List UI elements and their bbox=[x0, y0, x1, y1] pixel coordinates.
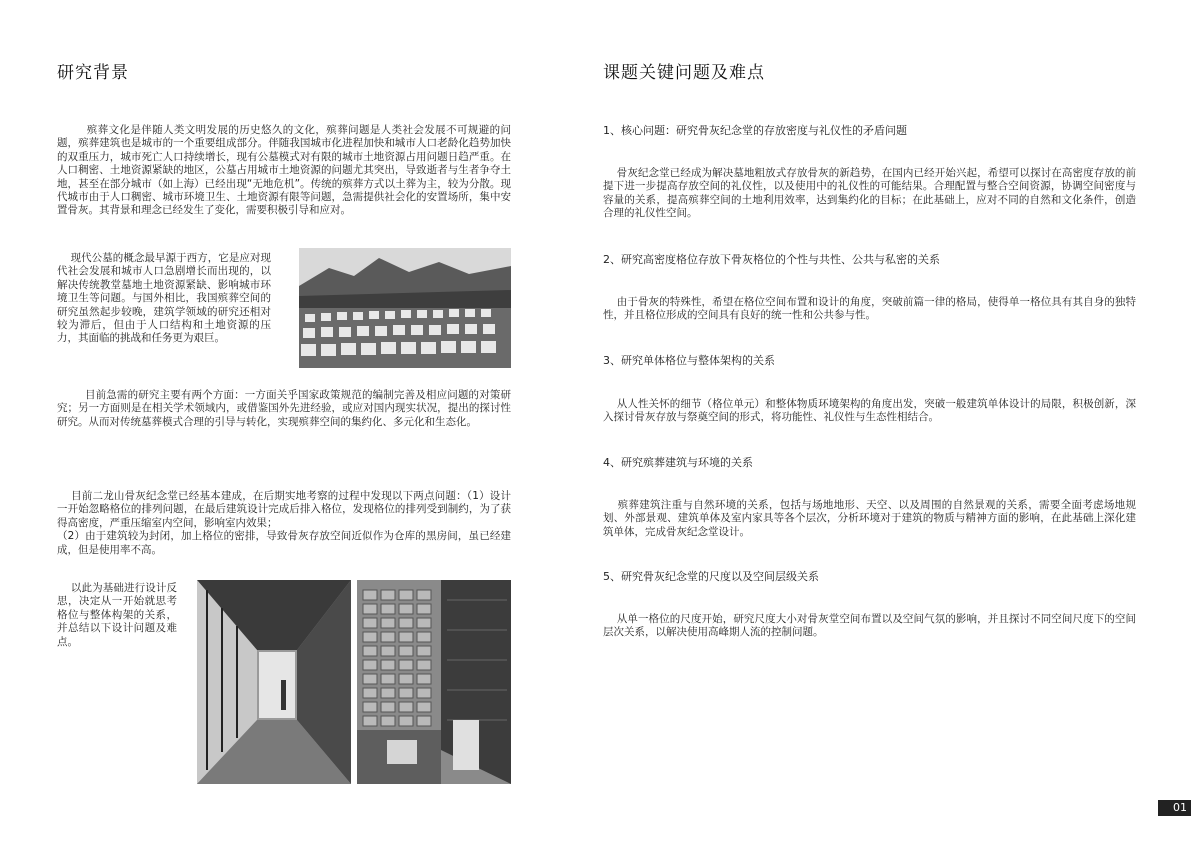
issue-body-4: 殡葬建筑注重与自然环境的关系，包括与场地地形、天空、以及周围的自然景观的关系，需要全面考虑场地规划、外部景观、建筑单体及室内家具等各个层次，分析环境对于建筑的物质与精神方面的影响，在此基础上深化建筑单体，完成骨灰纪念堂设计。 bbox=[603, 499, 1136, 538]
issue-body-5: 从单一格位的尺度开始，研究尺度大小对骨灰堂空间布置以及空间气氛的影响，并且探讨不同空间尺度下的空间层次关系，以解决使用高峰期人流的控制问题。 bbox=[603, 613, 1136, 639]
corridor-photo bbox=[197, 580, 351, 784]
left-paragraph-2: 现代公墓的概念最早源于西方，它是应对现代社会发展和城市人口急剧增长而出现的，以解决传统教堂墓地土地资源紧缺、影响城市环境卫生等问题。与国外相比，我国殡葬空间的研究虽然起步较晚，建筑学领域的研究还相对较为滞后，但由于人口结构和土地资源的压力，其面临的挑战和任务更为艰巨。 bbox=[57, 252, 271, 345]
issue-body-2: 由于骨灰的特殊性，希望在格位空间布置和设计的角度，突破前篇一律的格局，使得单一格位具有其自身的独特性，并且格位形成的空间具有良好的统一性和公共参与性。 bbox=[603, 296, 1136, 322]
cemetery-photo bbox=[299, 248, 511, 368]
page-number: 01 bbox=[1158, 800, 1191, 816]
issue-heading-2: 2、研究高密度格位存放下骨灰格位的个性与共性、公共与私密的关系 bbox=[603, 253, 940, 266]
issue-heading-1: 1、核心问题：研究骨灰纪念堂的存放密度与礼仪性的矛盾问题 bbox=[603, 124, 907, 137]
left-title: 研究背景 bbox=[57, 63, 129, 83]
left-paragraph-5: 以此为基础进行设计反思，决定从一开始就思考格位与整体构架的关系，并总结以下设计问题及难点。 bbox=[57, 582, 177, 648]
left-paragraph-1: 殡葬文化是伴随人类文明发展的历史悠久的文化，殡葬问题是人类社会发展不可规避的问题，殡葬建筑也是城市的一个重要组成部分。伴随我国城市化进程加快和城市人口老龄化趋势加快的双重压力，城市死亡人口持续增长，现有公墓模式对有限的城市土地资源占用问题日趋严重。在人口稠密、土地资源紧缺的地区，公墓占用城市土地资源的问题尤其突出，导致逝者与生者争夺土地，甚至在部分城市（如上海）已经出现“无地危机”。传统的殡葬方式以土葬为主，较为分散。现代城市由于人口稠密、城市环境卫生、土地资源有限等问题，急需提供社会化的安置场所，集中安置骨灰。其背景和理念已经发生了变化，需要积极引导和应对。 bbox=[57, 124, 511, 217]
issue-body-3: 从人性关怀的细节（格位单元）和整体物质环境架构的角度出发，突破一般建筑单体设计的局限，积极创新，深入探讨骨灰存放与祭奠空间的形式，将功能性、礼仪性与生态性相结合。 bbox=[603, 398, 1136, 424]
issue-heading-3: 3、研究单体格位与整体架构的关系 bbox=[603, 354, 775, 367]
corridor-image bbox=[197, 580, 351, 784]
issue-heading-4: 4、研究殡葬建筑与环境的关系 bbox=[603, 456, 753, 469]
cemetery-image bbox=[299, 248, 511, 368]
left-paragraph-3: 目前急需的研究主要有两个方面：一方面关乎国家政策规范的编制完善及相应问题的对策研究；另一方面则是在相关学术领域内，或借鉴国外先进经验，或应对国内现实状况，提出的探讨性研究。从而对传统墓葬模式合理的引导与转化，实现殡葬空间的集约化、多元化和生态化。 bbox=[57, 389, 512, 428]
issue-body-1: 骨灰纪念堂已经成为解决墓地粗放式存放骨灰的新趋势，在国内已经开始兴起，希望可以探讨在高密度存放的前提下进一步提高存放空间的礼仪性，以及使用中的礼仪性的可能结果。合理配置与整合空间资源，协调空间密度与容量的关系，提高殡葬空间的土地利用效率，达到集约化的目标；在此基础上，应对不同的自然和文化条件，创造合理的礼仪性空间。 bbox=[603, 167, 1136, 220]
right-title: 课题关键问题及难点 bbox=[603, 63, 765, 83]
niche-wall-image bbox=[357, 580, 511, 784]
left-paragraph-4: 目前二龙山骨灰纪念堂已经基本建成，在后期实地考察的过程中发现以下两点问题：（1）设计一开始忽略格位的排列问题，在最后建筑设计完成后排入格位，发现格位的排列受到制约，为了获得高密度，严重压缩室内空间，影响室内效果； （2）由于建筑较为封闭，加上格位的密排，导致骨灰存放空间近似作为仓库的黑房间，虽已经建成，但是使用率不高。 bbox=[57, 490, 511, 556]
niche-wall-photo bbox=[357, 580, 511, 784]
issue-heading-5: 5、研究骨灰纪念堂的尺度以及空间层级关系 bbox=[603, 570, 819, 583]
